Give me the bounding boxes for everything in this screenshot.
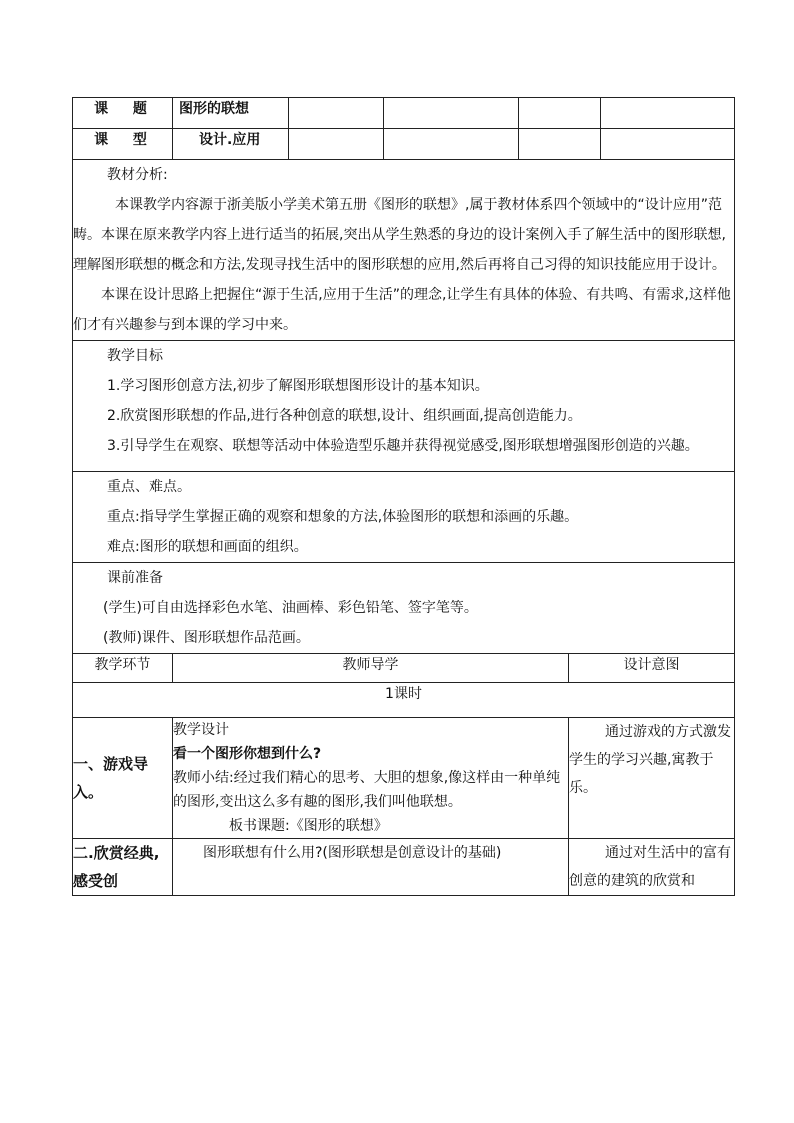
guide-header: 教师导学 <box>173 654 569 683</box>
type-row <box>73 129 735 160</box>
guide-line: 看一个图形你想到什么? <box>173 746 322 762</box>
prep-student: (学生)可自由选择彩色水笔、油画棒、彩色铅笔、签字笔等。 <box>103 600 478 616</box>
empty-cell <box>601 129 735 160</box>
analysis-paragraph: 本课在设计思路上把握住“源于生活,应用于生活”的理念,让学生有具体的体验、有共鸣、有需求,这样他们才有兴趣参与到本课的学习中来。 <box>73 287 731 333</box>
key-point: 重点:指导学生掌握正确的观察和想象的方法,体验图形的联想和添画的乐趣。 <box>107 509 579 525</box>
empty-cell <box>519 98 601 129</box>
empty-cell <box>289 129 384 160</box>
guide-line: 教师小结:经过我们精心的思考、大胆的想象,像这样由一种单纯的图形,变出这么多有趣的图形,我们叫他联想。 <box>173 770 561 810</box>
type-label: 课 型 <box>73 129 173 160</box>
empty-cell <box>519 129 601 160</box>
goals-section <box>73 341 735 472</box>
prep-title: 课前准备 <box>107 570 163 586</box>
analysis-paragraph: 本课教学内容源于浙美版小学美术第五册《图形的联想》,属于教材体系四个领域中的“设计应用”范畴。本课在原来教学内容上进行适当的拓展,突出从学生熟悉的身边的设计案例入手了解生活中的图形联想,理解图形联想的概念和方法,发现寻找生活中的图形联想的应用,然后再将自己习得的知识技能应用于设计。 <box>73 197 726 273</box>
type-value: 设计.应用 <box>173 129 289 160</box>
topic-row <box>73 98 735 129</box>
analysis-section <box>73 160 735 341</box>
stage-row <box>73 839 735 896</box>
keypoints-title: 重点、难点。 <box>107 479 191 495</box>
lesson-plan-table <box>72 97 735 896</box>
stage-header: 教学环节 <box>73 654 173 683</box>
goal-item: 2.欣赏图形联想的作品,进行各种创意的联想,设计、组织画面,提高创造能力。 <box>107 408 582 424</box>
empty-cell <box>601 98 735 129</box>
session-row <box>73 683 735 718</box>
design-intent: 通过对生活中的富有创意的建筑的欣赏和 <box>569 839 735 896</box>
prep-section <box>73 563 735 654</box>
session-label: 1课时 <box>73 683 735 718</box>
empty-cell <box>384 129 519 160</box>
guide-line: 教学设计 <box>173 722 229 738</box>
intent-header: 设计意图 <box>569 654 735 683</box>
guide-line: 图形联想有什么用?(图形联想是创意设计的基础) <box>203 845 502 861</box>
empty-cell <box>289 98 384 129</box>
guide-line: 板书课题:《图形的联想》 <box>229 818 388 834</box>
topic-label: 课 题 <box>73 98 173 129</box>
empty-cell <box>384 98 519 129</box>
goal-item: 3.引导学生在观察、联想等活动中体验造型乐趣并获得视觉感受,图形联想增强图形创造的兴趣。 <box>107 438 699 454</box>
difficult-point: 难点:图形的联想和画面的组织。 <box>107 539 308 555</box>
design-intent: 通过游戏的方式激发学生的学习兴趣,寓教于乐。 <box>569 718 735 839</box>
prep-teacher: (教师)课件、图形联想作品范画。 <box>103 630 310 646</box>
stage-name: 一、游戏导入。 <box>73 718 173 839</box>
column-header-row <box>73 654 735 683</box>
topic-value: 图形的联想 <box>173 98 289 129</box>
goals-title: 教学目标 <box>107 348 163 364</box>
analysis-title: 教材分析: <box>107 167 168 183</box>
stage-row <box>73 718 735 839</box>
keypoints-section <box>73 472 735 563</box>
lesson-plan-page <box>72 97 734 896</box>
stage-name: 二.欣赏经典,感受创 <box>73 839 173 896</box>
goal-item: 1.学习图形创意方法,初步了解图形联想图形设计的基本知识。 <box>107 378 489 394</box>
